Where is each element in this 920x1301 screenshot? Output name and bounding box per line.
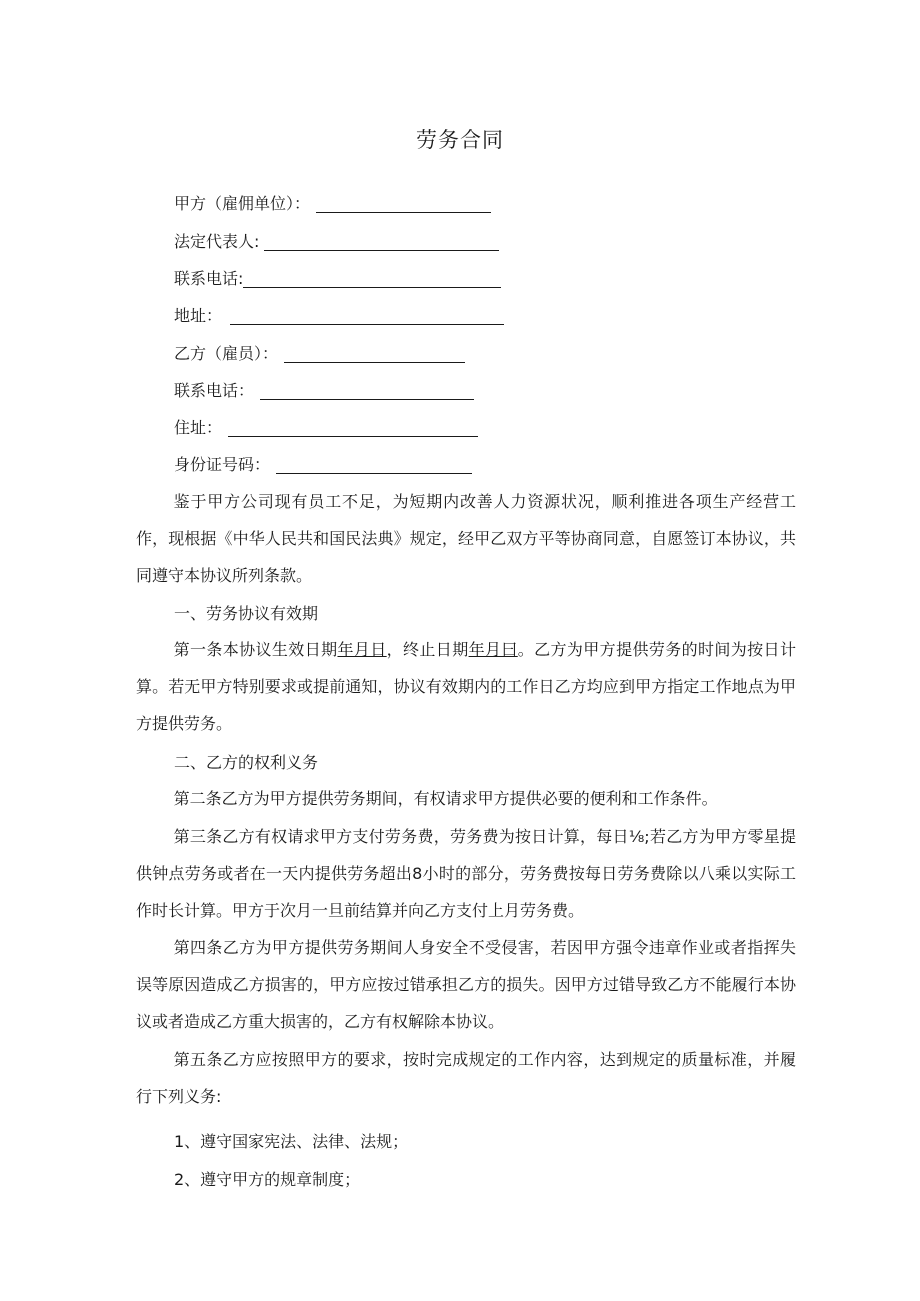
article-3-paragraph: 第三条乙方有权请求甲方支付劳务费，劳务费为按日计算，每日⅛;若乙方为甲方零星提供钟点劳务或者在一天内提供劳务超出8小时的部分，劳务费按每日劳务费除以八乘以实际工作时长计算。甲方于次月一旦前结算并向乙方支付上月劳务费。 (136, 827, 796, 920)
blank-line (316, 192, 491, 213)
duty-item-1: 1、遵守国家宪法、法律、法规； (174, 1132, 409, 1151)
field-label: 法定代表人: (174, 232, 260, 251)
blank-line (230, 304, 504, 325)
field-party-a (174, 191, 491, 217)
field-legal-rep (174, 229, 499, 255)
field-residence (174, 415, 478, 441)
duty-item-2: 2、遵守甲方的规章制度； (174, 1170, 361, 1189)
blank-line (264, 230, 499, 251)
field-phone-b (174, 378, 474, 404)
field-label: 地址： (174, 306, 223, 325)
blank-line (276, 453, 472, 474)
blank-line (243, 267, 501, 288)
section-heading-rights: 二、乙方的权利义务 (174, 753, 319, 772)
preamble-paragraph: 鉴于甲方公司现有员工不足，为短期内改善人力资源状况，顺利推进各项生产经营工作，现根据《中华人民共和国民法典》规定，经甲乙双方平等协商同意，自愿签订本协议，共同遵守本协议所列条款。 (136, 492, 796, 585)
field-label: 乙方（雇员）： (174, 344, 279, 363)
document-title: 劳务合同 (416, 128, 504, 152)
field-address (174, 303, 504, 329)
field-label: 身份证号码： (174, 455, 271, 474)
field-party-b (174, 341, 465, 367)
blank-line (260, 379, 474, 400)
end-date-blank: 年月曰 (468, 640, 518, 659)
field-label: 联系电话： (174, 381, 255, 400)
field-label: 甲方（雇佣单位）： (174, 194, 311, 213)
article-1-text: 。乙方为甲方提供劳务的时间为按日计算。若无甲方特别要求或提前通知，协议有效期内的工作日乙方均应到甲方指定工作地点为甲方提供劳务。 (136, 640, 796, 733)
article-1-text: 第一条本协议生效日期 (173, 640, 338, 659)
article-1-paragraph (136, 631, 796, 742)
article-2-paragraph: 第二条乙方为甲方提供劳务期间，有权请求甲方提供必要的便利和工作条件。 (173, 789, 718, 808)
section-heading-validity: 一、劳务协议有效期 (174, 604, 319, 623)
article-4-paragraph: 第四条乙方为甲方提供劳务期间人身安全不受侵害，若因甲方强令违章作业或者指挥失误等原因造成乙方损害的，甲方应按过错承担乙方的损失。因甲方过错导致乙方不能履行本协议或者造成乙方重大损害的，乙方有权解除本协议。 (136, 938, 796, 1031)
field-label: 联系电话: (174, 269, 244, 288)
article-5-paragraph: 第五条乙方应按照甲方的要求，按时完成规定的工作内容，达到规定的质量标准，并履行下列义务: (136, 1050, 796, 1106)
field-phone-a (174, 266, 501, 292)
field-label: 住址： (174, 418, 223, 437)
start-date-blank: 年月日 (337, 640, 387, 659)
blank-line (228, 416, 478, 437)
blank-line (284, 342, 465, 363)
article-1-text: ，终止日期 (386, 640, 469, 659)
field-id-number (174, 452, 472, 478)
